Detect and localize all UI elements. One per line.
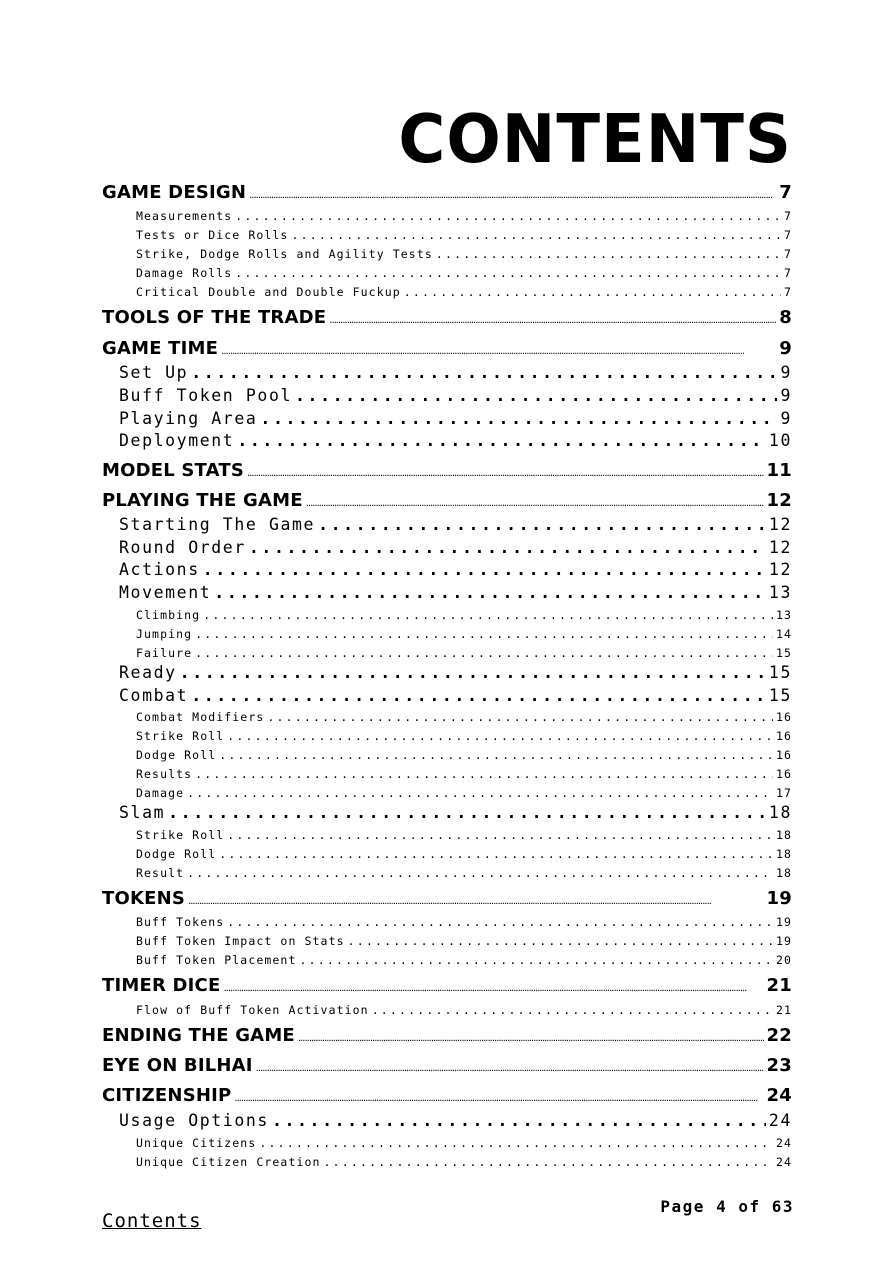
toc-entry-label: TOKENS [102,888,186,909]
toc-entry-label: Result [136,866,185,880]
toc-entry-label: Usage Options [119,1111,269,1130]
toc-entry-label: Critical Double and Double Fuckup [136,285,401,299]
toc-entry[interactable] [136,627,792,641]
toc-entry-page: 22 [766,1025,792,1046]
dot-leader [221,346,776,357]
toc-entry-page: 11 [766,460,792,481]
toc-entry-label: Buff Token Placement [136,953,297,967]
toc-entry-page: 18 [775,828,792,842]
contents-link[interactable]: Contents [102,1210,202,1232]
toc-entry-label: Deployment [119,431,235,450]
dot-leader [299,953,772,967]
dot-leader [219,847,773,861]
toc-entry[interactable] [136,1136,792,1150]
toc-entry-page: 24 [775,1155,792,1169]
dot-leader [187,786,773,800]
toc-entry-label: Ready [119,663,177,682]
dot-leader [234,1093,763,1104]
dot-leader [180,663,766,682]
dot-leader [235,209,781,223]
toc-subsection[interactable] [119,663,792,682]
toc-entry[interactable] [136,828,792,842]
toc-entry[interactable] [136,748,792,762]
toc-entry-label: GAME TIME [102,338,219,359]
dot-leader [191,686,766,705]
toc-entry-page: 17 [775,786,792,800]
toc-section[interactable] [102,975,792,996]
dot-leader [436,247,781,261]
toc-entry-label: Buff Token Pool [119,386,293,405]
dot-leader [227,915,773,929]
dot-leader [237,431,766,450]
dot-leader [188,896,763,907]
toc-entry-page: 24 [768,1111,792,1130]
toc-entry-page: 9 [779,338,792,359]
toc-entry-page: 7 [783,266,792,280]
toc-subsection[interactable] [119,515,792,534]
toc-entry-page: 12 [768,560,792,579]
toc-entry-page: 16 [775,767,792,781]
dot-leader [256,1063,764,1074]
dot-leader [329,315,776,326]
toc-entry-page: 18 [775,847,792,861]
toc-entry-label: Tests or Dice Rolls [136,228,289,242]
toc-entry-label: Unique Citizens [136,1136,257,1150]
dot-leader [219,748,773,762]
toc-entry[interactable] [136,608,792,622]
toc-entry-page: 14 [775,627,792,641]
toc-entry-page: 19 [775,934,792,948]
toc-entry[interactable] [136,646,792,660]
dot-leader [318,515,766,534]
toc-entry[interactable] [136,847,792,861]
toc-section[interactable] [102,490,792,511]
toc-entry-label: CITIZENSHIP [102,1085,232,1106]
toc-section[interactable] [102,307,792,328]
toc-entry[interactable] [136,247,792,261]
toc-subsection[interactable] [119,431,792,450]
dot-leader [295,386,777,405]
toc-entry-label: Combat [119,686,189,705]
toc-entry-label: Damage Rolls [136,266,233,280]
toc-entry-page: 12 [768,538,792,557]
toc-entry-label: Dodge Roll [136,748,217,762]
dot-leader [260,409,777,428]
dot-leader [203,560,766,579]
toc-entry-page: 21 [766,975,792,996]
toc-entry-label: Starting The Game [119,515,316,534]
toc-entry[interactable] [136,209,792,223]
toc-entry-page: 12 [766,490,792,511]
toc-entry-page: 24 [766,1085,792,1106]
toc-entry-label: Measurements [136,209,233,223]
toc-entry-label: Strike Roll [136,729,225,743]
toc-entry-label: Actions [119,560,200,579]
toc-entry-label: Playing Area [119,409,258,428]
page-indicator: Page 4 of 63 [660,1197,794,1216]
toc-entry-page: 10 [768,431,792,450]
toc-entry-label: Slam [119,803,166,822]
toc-section[interactable] [102,1055,792,1076]
dot-leader [203,608,773,622]
dot-leader [195,627,773,641]
dot-leader [249,538,766,557]
toc-subsection[interactable] [119,538,792,557]
toc-entry-page: 7 [783,209,792,223]
dot-leader [372,1003,773,1017]
dot-leader [348,934,773,948]
toc-entry[interactable] [136,710,792,724]
toc-entry[interactable] [136,1155,792,1169]
toc-entry-label: TIMER DICE [102,975,221,996]
toc-entry-label: Flow of Buff Token Activation [136,1003,369,1017]
dot-leader [267,710,773,724]
toc-entry-label: Failure [136,646,193,660]
toc-entry-page: 16 [775,748,792,762]
toc-subsection[interactable] [119,409,792,428]
toc-subsection[interactable] [119,386,792,405]
dot-leader [168,803,766,822]
toc-section[interactable] [102,1025,792,1046]
toc-subsection[interactable] [119,560,792,579]
toc-entry-label: Combat Modifiers [136,710,265,724]
dot-leader [223,983,763,994]
toc-entry-page: 13 [775,608,792,622]
toc-section[interactable] [102,182,792,203]
toc-entry-page: 15 [775,646,792,660]
dot-leader [214,583,766,602]
dot-leader [235,266,781,280]
toc-entry-page: 7 [783,285,792,299]
toc-entry-label: ENDING THE GAME [102,1025,295,1046]
toc-entry-page: 7 [783,247,792,261]
toc-entry-label: Buff Tokens [136,915,225,929]
dot-leader [259,1136,773,1150]
toc-section[interactable] [102,1085,792,1106]
toc-entry-page: 8 [779,307,792,328]
toc-entry-page: 15 [768,663,792,682]
dot-leader [249,190,776,201]
toc-section[interactable] [102,888,792,909]
toc-entry-label: PLAYING THE GAME [102,490,303,511]
dot-leader [272,1111,766,1130]
toc-entry[interactable] [136,934,792,948]
toc-entry-page: 18 [775,866,792,880]
toc-entry-page: 20 [775,953,792,967]
dot-leader [195,767,773,781]
toc-entry[interactable] [136,953,792,967]
toc-entry-page: 9 [780,409,792,428]
toc-entry-page: 23 [766,1055,792,1076]
toc-entry-label: Strike Roll [136,828,225,842]
toc-entry-label: GAME DESIGN [102,182,247,203]
toc-entry[interactable] [136,285,792,299]
toc-subsection[interactable] [119,583,792,602]
toc-entry-label: Dodge Roll [136,847,217,861]
toc-entry[interactable] [136,1003,792,1017]
toc-subsection[interactable] [119,1111,792,1130]
dot-leader [191,363,777,382]
dot-leader [247,468,764,479]
dot-leader [306,498,764,509]
page-title: CONTENTS [398,101,792,179]
toc-entry-page: 7 [779,182,792,203]
toc-entry-label: Round Order [119,538,246,557]
toc-entry-page: 9 [780,386,792,405]
toc-entry-page: 19 [775,915,792,929]
toc-entry-label: MODEL STATS [102,460,245,481]
toc-entry[interactable] [136,228,792,242]
toc-entry-label: Climbing [136,608,201,622]
dot-leader [195,646,773,660]
toc-section[interactable] [102,460,792,481]
toc-entry-label: Buff Token Impact on Stats [136,934,345,948]
dot-leader [404,285,781,299]
dot-leader [324,1155,773,1169]
toc-entry[interactable] [136,786,792,800]
toc-entry[interactable] [136,915,792,929]
toc-entry-page: 18 [768,803,792,822]
toc-entry-page: 21 [775,1003,792,1017]
toc-entry-label: Movement [119,583,212,602]
toc-subsection[interactable] [119,803,792,822]
toc-entry-label: Unique Citizen Creation [136,1155,321,1169]
toc-entry-page: 13 [768,583,792,602]
toc-entry-label: Results [136,767,193,781]
toc-entry-label: Damage [136,786,185,800]
toc-entry[interactable] [136,767,792,781]
toc-entry-label: EYE ON BILHAI [102,1055,253,1076]
toc-entry-label: Jumping [136,627,193,641]
toc-entry-label: TOOLS OF THE TRADE [102,307,327,328]
toc-entry-page: 16 [775,710,792,724]
toc-subsection[interactable] [119,363,792,382]
dot-leader [227,828,773,842]
toc-entry[interactable] [136,729,792,743]
toc-entry-page: 15 [768,686,792,705]
toc-entry-label: Strike, Dodge Rolls and Agility Tests [136,247,433,261]
toc-entry-label: Set Up [119,363,189,382]
dot-leader [291,228,781,242]
dot-leader [227,729,773,743]
toc-entry-page: 24 [775,1136,792,1150]
dot-leader [187,866,773,880]
toc-entry-page: 19 [766,888,792,909]
toc-entry-page: 9 [780,363,792,382]
toc-entry[interactable] [136,866,792,880]
toc-entry-page: 16 [775,729,792,743]
toc-entry-page: 7 [783,228,792,242]
toc-entry-page: 12 [768,515,792,534]
toc-entry[interactable] [136,266,792,280]
toc-subsection[interactable] [119,686,792,705]
dot-leader [298,1033,764,1044]
toc-section[interactable] [102,338,792,359]
